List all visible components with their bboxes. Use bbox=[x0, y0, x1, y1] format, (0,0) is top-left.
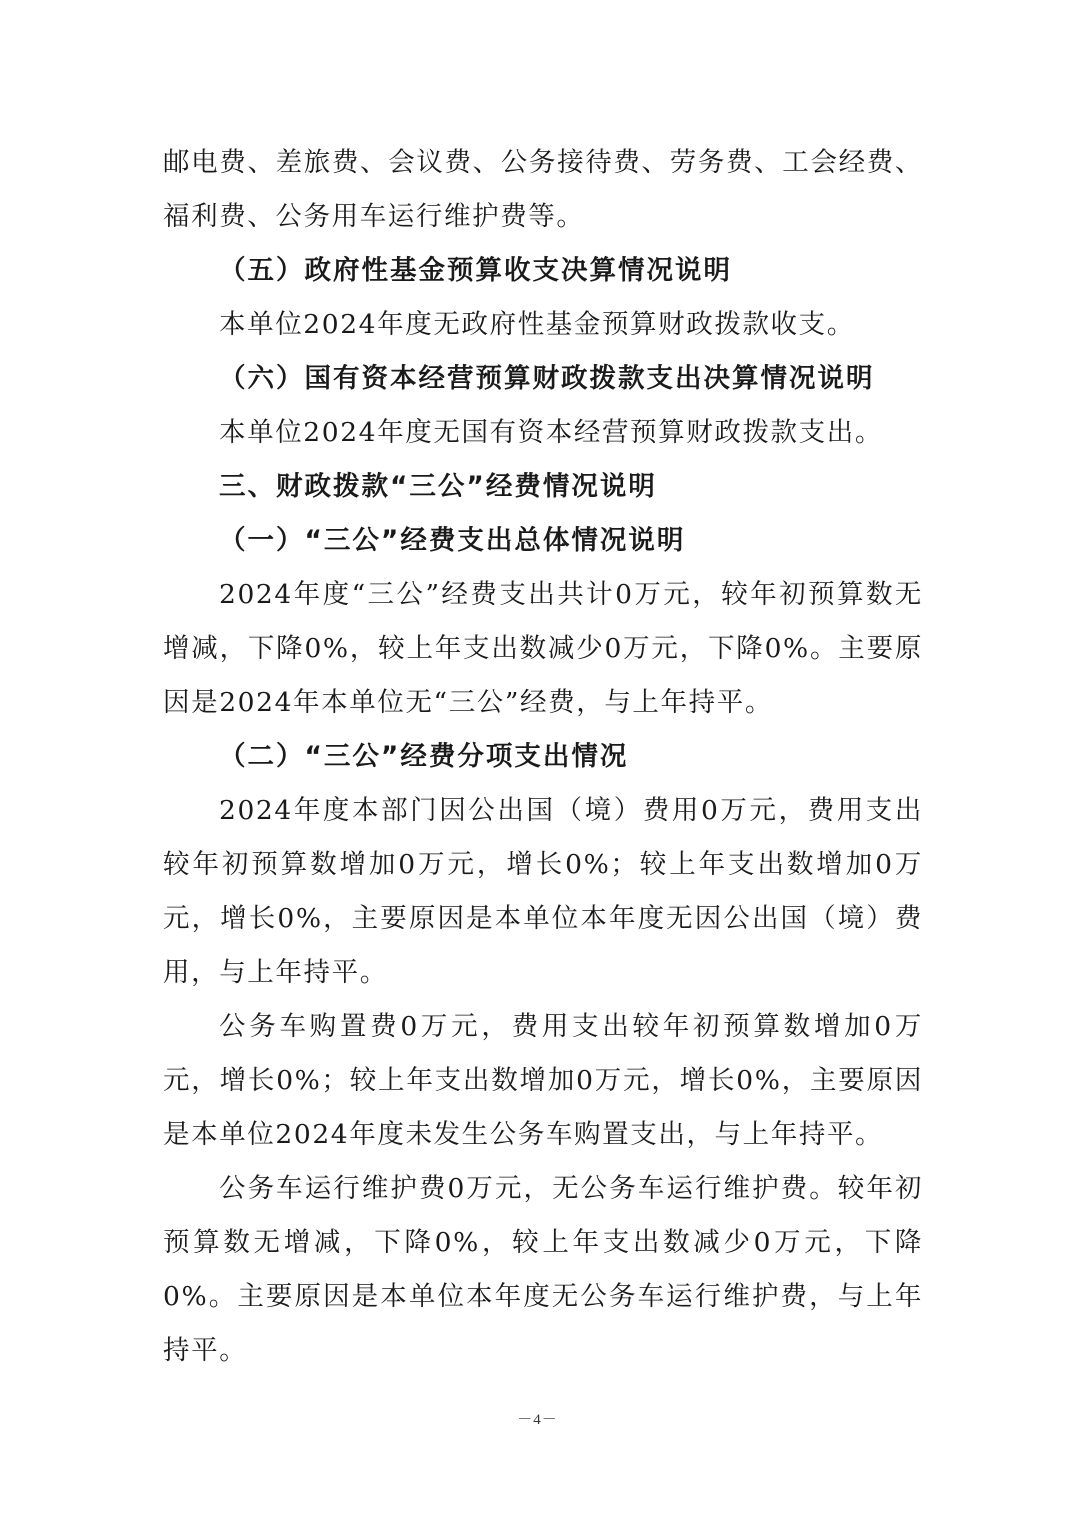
paragraph-vehicle-maintenance: 公务车运行维护费0万元，无公务车运行维护费。较年初预算数无增减，下降0%，较上年支出数减少0万元，下降0%。主要原因是本单位本年度无公务车运行维护费，与上年持平。 bbox=[163, 1173, 923, 1366]
paragraph-gov-fund: 本单位2024年度无政府性基金预算财政拨款收支。 bbox=[219, 309, 855, 340]
page-number: －4－ bbox=[517, 1412, 558, 1428]
heading-part-3: 三、财政拨款“三公”经费情况说明 bbox=[219, 471, 657, 502]
heading-subsection-1: （一）“三公”经费支出总体情况说明 bbox=[219, 525, 686, 556]
heading-section-5: （五）政府性基金预算收支决算情况说明 bbox=[219, 255, 732, 286]
paragraph-overseas-travel: 2024年度本部门因公出国（境）费用0万元，费用支出较年初预算数增加0万元，增长0%；较上年支出数增加0万元，增长0%，主要原因是本单位本年度无因公出国（境）费用，与上年持平。 bbox=[163, 795, 923, 988]
paragraph-state-capital: 本单位2024年度无国有资本经营预算财政拨款支出。 bbox=[219, 417, 883, 448]
document-body bbox=[163, 136, 923, 1378]
heading-section-6: （六）国有资本经营预算财政拨款支出决算情况说明 bbox=[219, 363, 875, 394]
heading-subsection-2: （二）“三公”经费分项支出情况 bbox=[219, 741, 629, 772]
paragraph-total-expense: 2024年度“三公”经费支出共计0万元，较年初预算数无增减，下降0%，较上年支出数减少0万元，下降0%。主要原因是2024年本单位无“三公”经费，与上年持平。 bbox=[163, 579, 923, 718]
paragraph-vehicle-purchase: 公务车购置费0万元，费用支出较年初预算数增加0万元，增长0%；较上年支出数增加0万元，增长0%，主要原因是本单位2024年度未发生公务车购置支出，与上年持平。 bbox=[163, 1011, 923, 1150]
paragraph-expense-list: 邮电费、差旅费、会议费、公务接待费、劳务费、工会经费、福利费、公务用车运行维护费等。 bbox=[163, 147, 923, 232]
